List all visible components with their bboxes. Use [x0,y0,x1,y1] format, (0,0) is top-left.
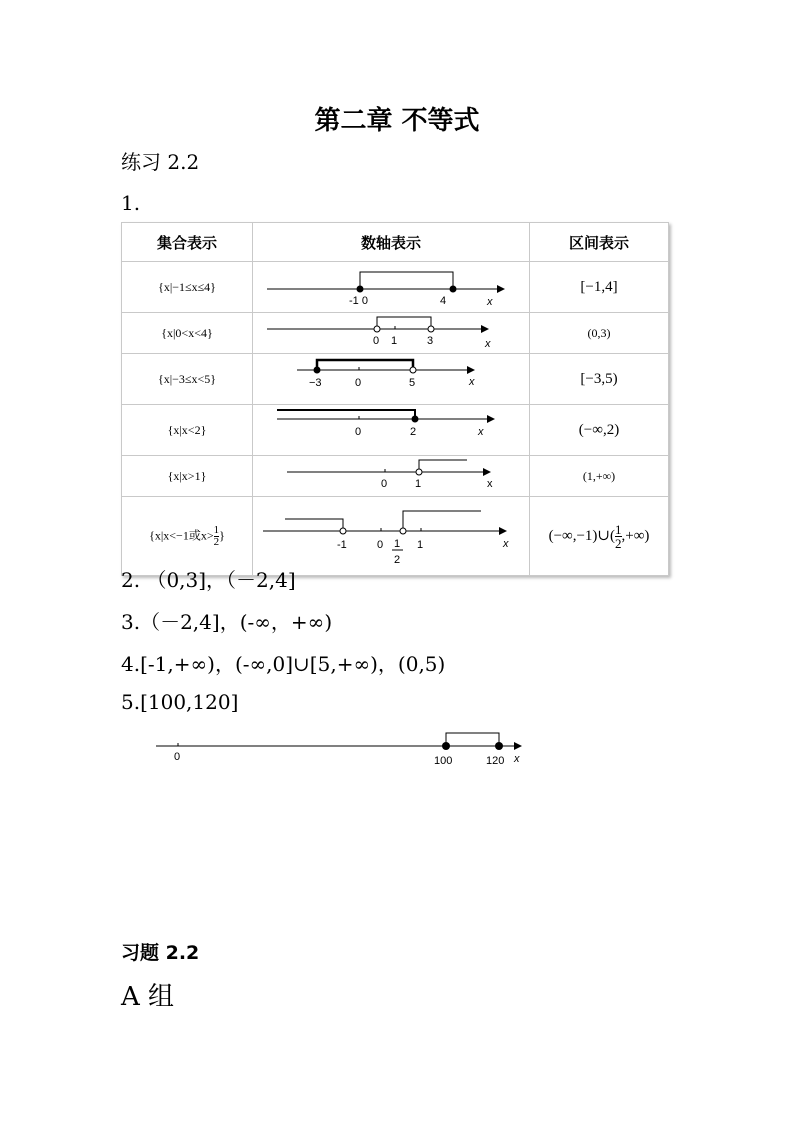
table-row [122,456,669,497]
header-axis: 数轴表示 [253,223,530,262]
axis-variable: x [478,426,484,438]
number-line [253,313,529,349]
table-row [122,262,669,313]
tick-label: 0 [377,539,384,551]
set-notation: {x|−1≤x≤4} [122,262,253,313]
number-line-cell [253,405,530,456]
fraction-numerator: 1 [213,523,220,536]
answer-3: 3.（－2,4]，(-∞，+∞) [121,610,333,634]
tick-label: 5 [409,377,416,389]
number-line-cell [253,354,530,405]
answer-2: 2. （0,3]，（－2,4] [121,568,296,592]
interval-notation: [−1,4] [530,262,669,313]
tick-label: 1 [417,539,424,551]
number-line [253,262,529,308]
tick-label: 3 [427,335,434,347]
page-title: 第二章 不等式 [314,106,480,136]
tick-label: 0 [381,478,388,490]
table-row [122,405,669,456]
fraction-denominator: 2 [213,535,220,548]
axis-variable: x [469,376,475,388]
answer-5: 5.[100,120] [121,690,239,714]
axis-variable: x [485,338,491,349]
fraction-denominator: 2 [615,535,622,551]
interval-notation: (−∞,2) [530,405,669,456]
group-heading: A 组 [121,982,175,1012]
tick-label: 0 [355,377,362,389]
tick-label-120: 120 [486,755,505,767]
interval-prefix: (−∞,−1)∪( [548,527,615,544]
tick-label: 1 [415,478,422,490]
item-1-label: 1. [121,191,141,215]
header-set: 集合表示 [122,223,253,262]
table-header-row [122,223,669,262]
number-line [253,354,529,400]
tick-fraction-numerator: 1 [394,538,401,550]
number-line-cell [253,456,530,497]
set-prefix: {x|x<−1或x> [149,527,214,542]
tick-label: −3 [309,377,322,389]
fraction-numerator: 1 [615,521,622,537]
table-row [122,354,669,405]
tick-label-zero: 0 [174,751,181,763]
table-row [122,313,669,354]
header-interval: 区间表示 [530,223,669,262]
tick-label: 0 [373,335,380,347]
exercise-heading: 练习 2.2 [121,150,200,174]
interval-notation: (0,3) [530,313,669,354]
tick-label: 2 [410,426,417,438]
tick-label-100: 100 [434,755,453,767]
set-notation: {x|x>1} [122,456,253,497]
number-line-cell [253,262,530,313]
axis-variable: x [487,478,493,490]
interval-notation [530,497,669,576]
homework-heading: 习题 2.2 [121,942,200,964]
tick-label: 0 [355,426,362,438]
interval-suffix: ,+∞) [621,527,650,544]
set-suffix: } [219,527,225,542]
axis-variable: x [503,538,509,550]
number-line [253,405,529,451]
axis-variable: x [487,296,493,308]
interval-notation: [−3,5) [530,354,669,405]
tick-label: -1 0 [349,295,368,307]
interval-table [121,222,669,576]
number-line [253,497,529,571]
tick-label: 4 [440,295,447,307]
interval-notation: (1,+∞) [530,456,669,497]
answer-4: 4.[-1,+∞)，(-∞,0]∪[5,+∞)，(0,5) [121,652,446,676]
set-notation: {x|−3≤x<5} [122,354,253,405]
axis-variable: x [514,753,520,765]
tick-label: -1 [337,539,347,551]
set-notation: {x|x<2} [122,405,253,456]
tick-label: 1 [391,335,398,347]
tick-fraction-denominator: 2 [394,554,401,566]
number-line [253,456,529,492]
set-notation: {x|0<x<4} [122,313,253,354]
bottom-number-line [150,726,530,772]
number-line-cell [253,313,530,354]
